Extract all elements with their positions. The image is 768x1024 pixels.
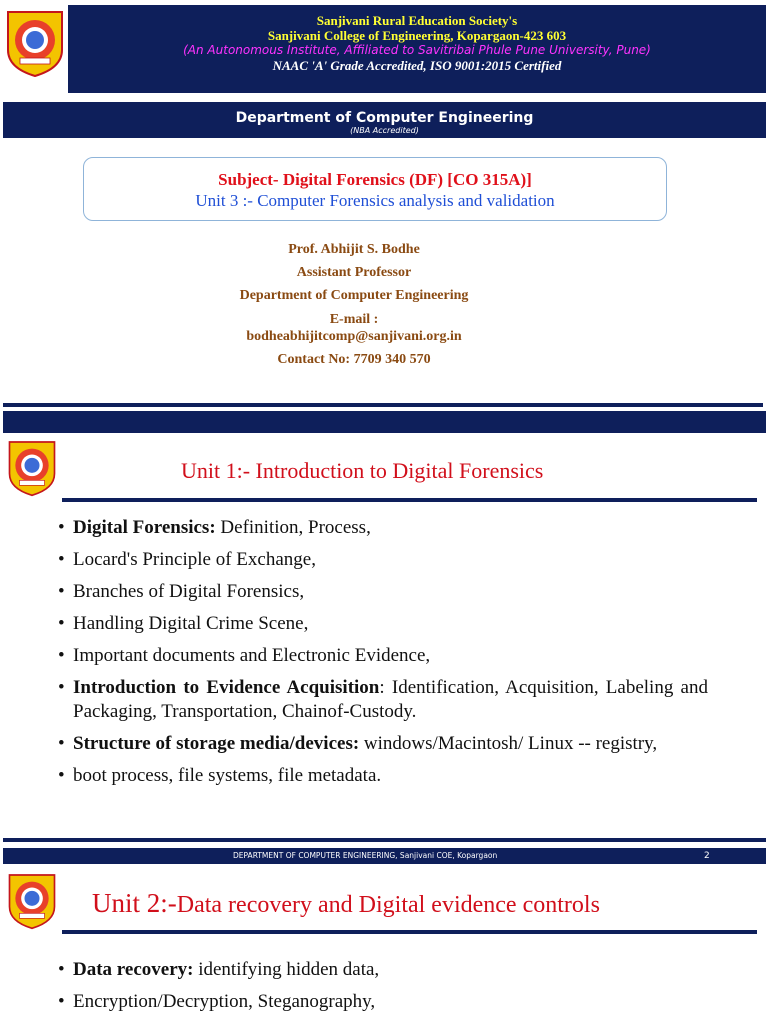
- contact-number: Contact No: 7709 340 570: [277, 352, 431, 367]
- accreditation-text: NAAC 'A' Grade Accredited, ISO 9001:2015 Certified: [272, 58, 562, 73]
- college-name: Sanjivani College of Engineering, Kopargaon-423 603: [267, 28, 567, 43]
- divider-line: [3, 403, 763, 407]
- title-underline: [62, 498, 757, 502]
- divider-bar: [3, 411, 766, 433]
- footer-divider: [3, 838, 766, 842]
- slide3-title: [92, 885, 600, 923]
- professor-department: Department of Computer Engineering: [239, 288, 469, 303]
- list-item: • Data recovery: identifying hidden data,: [58, 958, 379, 982]
- society-name: Sanjivani Rural Education Society's: [316, 13, 518, 28]
- slide-footer: [3, 848, 766, 864]
- slide3-bullet-list: [58, 958, 379, 1014]
- affiliation-text: (An Autonomous Institute, Affiliated to Savitribai Phule Pune University, Pune): [183, 43, 651, 57]
- list-item: • Important documents and Electronic Evidence,: [58, 644, 708, 668]
- slide2-bullet-list: [58, 516, 708, 788]
- department-subtitle: (NBA Accredited): [350, 126, 419, 135]
- unit-subtitle: Unit 3 :- Computer Forensics analysis and validation: [195, 191, 555, 210]
- list-item: • Structure of storage media/devices: windows/Macintosh/ Linux -- registry,: [58, 732, 708, 756]
- slide2-title: Unit 1:- Introduction to Digital Forensics: [181, 458, 544, 483]
- department-title: Department of Computer Engineering: [235, 110, 534, 126]
- department-bar: [3, 102, 766, 138]
- list-item: • boot process, file systems, file metadata.: [58, 764, 708, 788]
- list-item: • Introduction to Evidence Acquisition: Identification, Acquisition, Labeling and Packaging, Transportation, Chainof-Custody.: [58, 676, 708, 724]
- page-number: 2: [704, 851, 710, 861]
- subject-title: Subject- Digital Forensics (DF) [CO 315A)]: [218, 170, 532, 189]
- slide3-title-prefix: Unit 2:-: [92, 888, 177, 918]
- list-item: • Branches of Digital Forensics,: [58, 580, 708, 604]
- footer-text: DEPARTMENT OF COMPUTER ENGINEERING, Sanjivani COE, Kopargaon: [233, 851, 498, 860]
- institute-header: [68, 5, 766, 93]
- professor-name: Prof. Abhijit S. Bodhe: [288, 242, 420, 257]
- slide3-title-rest: Data recovery and Digital evidence controls: [176, 892, 600, 918]
- professor-designation: Assistant Professor: [296, 265, 412, 280]
- title-underline: [62, 930, 757, 934]
- subject-box: [83, 157, 667, 221]
- email-label: E-mail :: [329, 312, 379, 327]
- professor-info: [154, 238, 554, 371]
- list-item: • Digital Forensics: Definition, Process,: [58, 516, 708, 540]
- college-logo-icon: [4, 870, 60, 930]
- list-item: • Locard's Principle of Exchange,: [58, 548, 708, 572]
- email-address: bodheabhijitcomp@sanjivani.org.in: [246, 329, 462, 344]
- list-item: • Encryption/Decryption, Steganography,: [58, 990, 379, 1014]
- college-logo-icon: [4, 437, 60, 497]
- college-logo-icon: [4, 6, 66, 78]
- list-item: • Handling Digital Crime Scene,: [58, 612, 708, 636]
